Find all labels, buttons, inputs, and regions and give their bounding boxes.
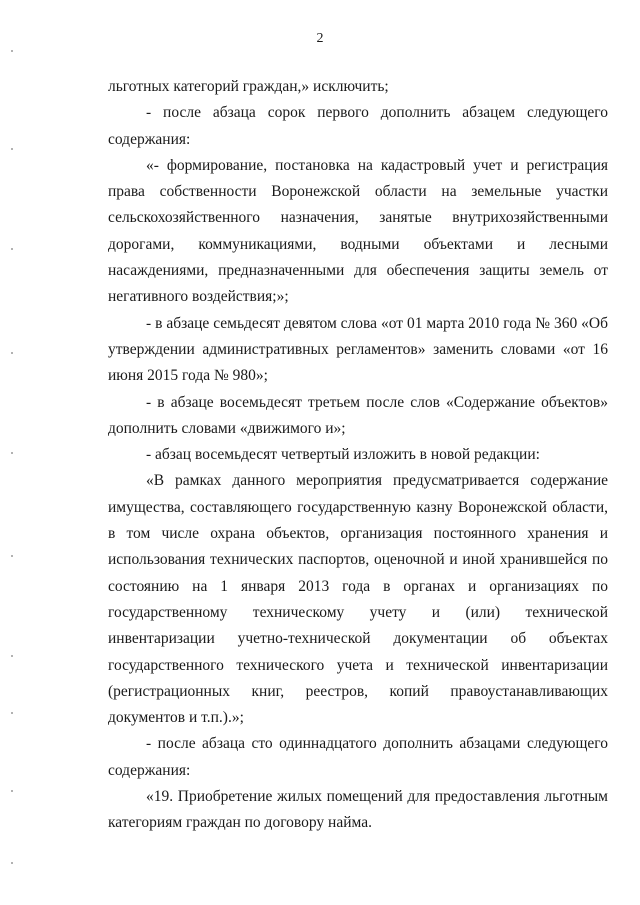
scan-dot xyxy=(11,148,13,150)
paragraph-7: «В рамках данного мероприятия предусматривается содержание имущества, составляющего государственную казну Воронежской области, в том числе охрана объектов, организация постоянного хранения и использования технических паспортов, оценочной и иной хранившейся по состоянию на 1 января 2013 года в органах и организациях по государственному техническому учету и (или) технической инвентаризации учетно-технической документации об объектах государственного технического учета и технической инвентаризации (регистрационных книг, реестров, копий правоустанавливающих документов и т.п.).»; xyxy=(108,472,608,727)
scan-dot xyxy=(11,352,13,354)
paragraph-9: «19. Приобретение жилых помещений для предоставления льготным категориям граждан по договору найма. xyxy=(108,788,608,832)
scan-dot xyxy=(11,555,13,557)
paragraph-5: - в абзаце восемьдесят третьем после слов «Содержание объектов» дополнить словами «движимого и»; xyxy=(108,393,608,437)
scan-dot xyxy=(11,790,13,792)
paragraph-6: - абзац восемьдесят четвертый изложить в новой редакции: xyxy=(146,446,540,464)
scan-dot xyxy=(11,248,13,250)
paragraph-3: «- формирование, постановка на кадастровый учет и регистрация права собственности Воронежской области на земельные участки сельскохозяйственного назначения, занятые внутрихозяйственными дорогами, коммуникациями, водными объектами и лесными насаждениями, предназначенными для обеспечения защиты земель от негативного воздействия;»; xyxy=(108,156,608,306)
scan-dot xyxy=(11,862,13,864)
paragraph-1: льготных категорий граждан,» исключить; xyxy=(108,78,389,95)
scan-dot xyxy=(11,452,13,454)
scan-dot xyxy=(11,712,13,714)
page-number: 2 xyxy=(316,31,324,46)
scan-dot xyxy=(11,655,13,657)
paragraph-2: - после абзаца сорок первого дополнить абзацем следующего содержания: xyxy=(108,104,608,148)
paragraph-4: - в абзаце семьдесят девятом слова «от 01 марта 2010 года № 360 «Об утверждении административных регламентов» заменить словами «от 16 июня 2015 года № 980»; xyxy=(108,314,608,385)
document-body xyxy=(108,74,608,837)
paragraph-8: - после абзаца сто одиннадцатого дополнить абзацами следующего содержания: xyxy=(108,735,608,779)
scan-dot xyxy=(11,50,13,52)
